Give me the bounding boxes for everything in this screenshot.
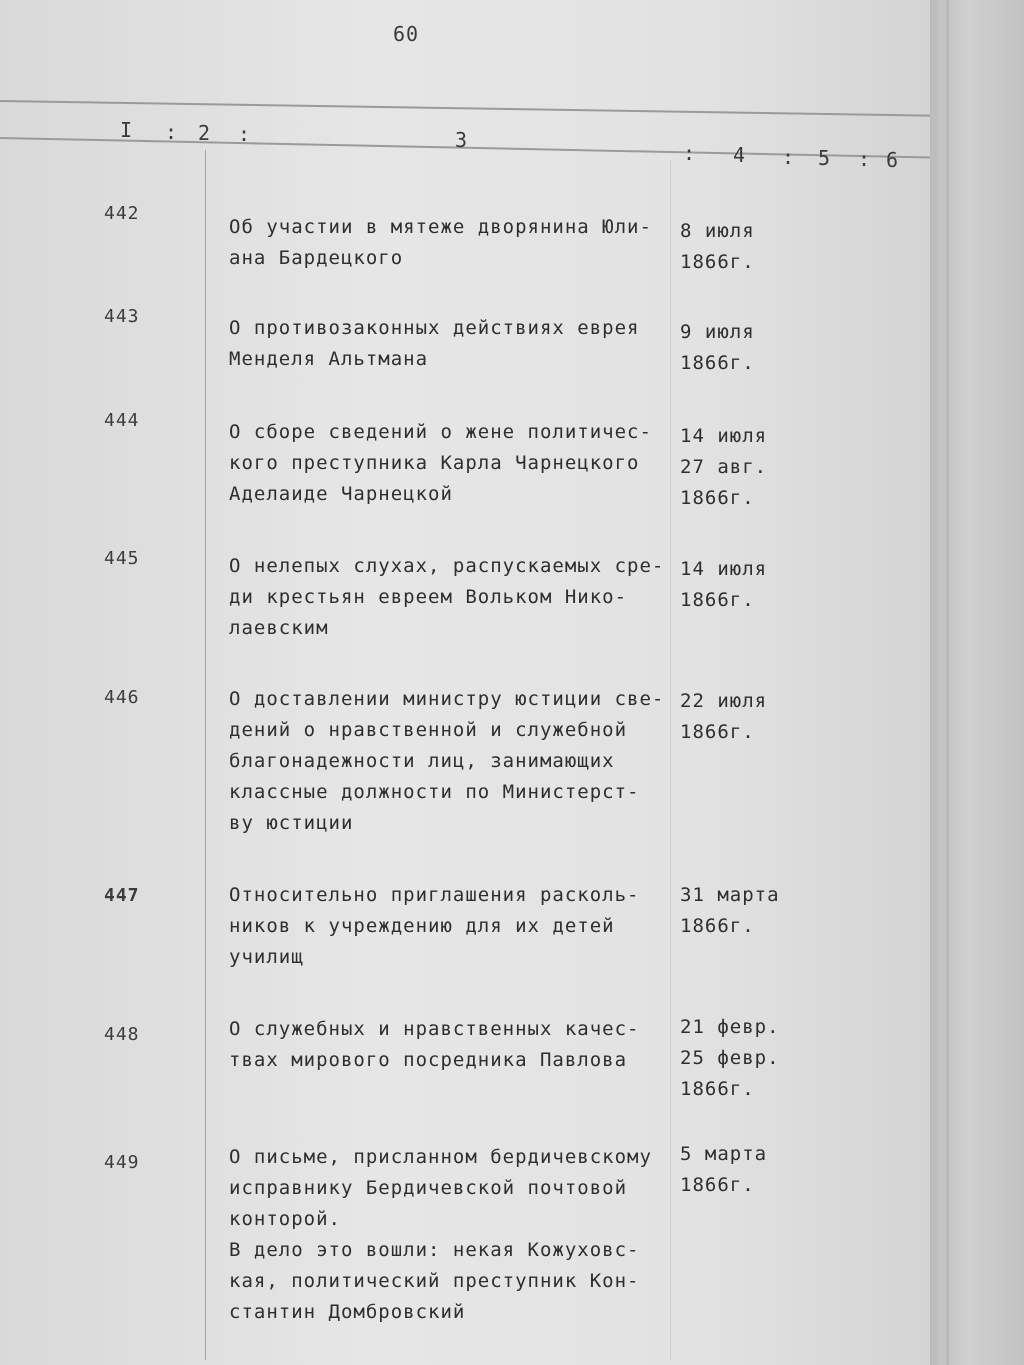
entry-description xyxy=(229,417,652,510)
entry-description-line: конторой. xyxy=(229,1208,341,1230)
entry-date-line: 1866г. xyxy=(680,251,755,273)
entry-description-line: Менделя Альтмана xyxy=(229,348,429,370)
entry-description-line: ана Бардецкого xyxy=(229,247,404,269)
entry-date xyxy=(680,1012,780,1105)
page-number: 60 xyxy=(393,22,420,46)
entry-date-line: 22 июля xyxy=(680,690,768,712)
entry-description-line: кого преступника Карла Чарнецкого xyxy=(229,452,640,474)
stacked-pages xyxy=(930,0,1024,1365)
entry-date-line: 14 июля xyxy=(680,558,768,580)
entry-description-line: О служебных и нравственных качес- xyxy=(229,1018,640,1040)
entry-description-line: О сборе сведений о жене политичес- xyxy=(229,421,652,443)
entry-description-line: стантин Домбровский xyxy=(229,1301,466,1323)
entry-description-line: О нелепых слухах, распускаемых сре- xyxy=(229,555,665,577)
entry-description-line: Об участии в мятеже дворянина Юли- xyxy=(229,216,652,238)
entry-description-line: Аделаиде Чарнецкой xyxy=(229,483,453,505)
entry-description-line: исправнику Бердичевской почтовой xyxy=(229,1177,628,1199)
entry-date-line: 1866г. xyxy=(680,721,755,743)
entry-number: 442 xyxy=(104,203,140,224)
entry-date-line: 1866г. xyxy=(680,352,755,374)
entry-date xyxy=(680,421,767,514)
entry-description-line: благонадежности лиц, занимающих xyxy=(229,750,615,772)
entry-date-line: 1866г. xyxy=(680,1174,755,1196)
entry-description-line: ву юстиции xyxy=(229,812,354,834)
entry-date-line: 5 марта xyxy=(680,1143,768,1165)
entry-date-line: 27 авг. xyxy=(680,456,768,478)
entry-description xyxy=(229,684,664,839)
column-separator: : xyxy=(683,141,697,165)
entry-number: 448 xyxy=(104,1024,140,1045)
entry-date xyxy=(680,880,780,942)
entry-date-line: 1866г. xyxy=(680,589,755,611)
entry-date xyxy=(680,1139,767,1201)
entry-date-line: 1866г. xyxy=(680,915,755,937)
column-separator: : xyxy=(858,147,872,171)
column-2-label: 2 xyxy=(198,121,212,145)
column-5-label: 5 xyxy=(818,146,832,170)
entry-description-line: классные должности по Министерст- xyxy=(229,781,640,803)
entry-description-line: ников к учреждению для их детей xyxy=(229,915,615,937)
entry-date xyxy=(680,554,767,616)
entry-description xyxy=(229,880,640,973)
column-divider xyxy=(670,160,671,1360)
page-edge xyxy=(934,0,937,1365)
entry-description-line: Относительно приглашения расколь- xyxy=(229,884,640,906)
entry-date-line: 9 июля xyxy=(680,321,755,343)
entry-number: 447 xyxy=(104,885,140,906)
column-divider xyxy=(205,150,206,1360)
entry-description-line: кая, политический преступник Кон- xyxy=(229,1270,640,1292)
column-3-label: 3 xyxy=(455,128,469,152)
entry-description xyxy=(229,551,664,644)
column-separator: : xyxy=(782,145,796,169)
entry-description-line: О письме, присланном бердичевскому xyxy=(229,1146,652,1168)
entry-date-line: 25 февр. xyxy=(680,1047,780,1069)
header-rule-top xyxy=(0,100,930,117)
entry-date xyxy=(680,216,755,278)
entry-number: 443 xyxy=(104,306,140,327)
entry-date-line: 8 июля xyxy=(680,220,755,242)
entry-date-line: 31 марта xyxy=(680,884,780,906)
entry-description-line: О доставлении министру юстиции све- xyxy=(229,688,665,710)
entry-date xyxy=(680,317,755,379)
entry-date-line: 14 июля xyxy=(680,425,768,447)
column-4-label: 4 xyxy=(733,143,747,167)
entry-description-line: лаевским xyxy=(229,617,329,639)
entry-date-line: 21 февр. xyxy=(680,1016,780,1038)
entry-description-line: дений о нравственной и служебной xyxy=(229,719,628,741)
entry-date-line: 1866г. xyxy=(680,487,755,509)
entry-description-line: В дело это вошли: некая Кожуховс- xyxy=(229,1239,640,1261)
column-1-label: I xyxy=(120,118,134,142)
column-separator: : xyxy=(238,122,252,146)
entry-number: 446 xyxy=(104,687,140,708)
entry-description-line: ди крестьян евреем Вольком Нико- xyxy=(229,586,628,608)
entry-date xyxy=(680,686,767,748)
entry-number: 445 xyxy=(104,548,140,569)
entry-description xyxy=(229,1014,640,1076)
entry-description xyxy=(229,313,640,375)
page-edge xyxy=(946,0,949,1365)
column-separator: : xyxy=(165,120,179,144)
entry-date-line: 1866г. xyxy=(680,1078,755,1100)
entry-description-line: твах мирового посредника Павлова xyxy=(229,1049,628,1071)
page-edge xyxy=(940,0,943,1365)
entry-number: 444 xyxy=(104,410,140,431)
entry-description-line: О противозаконных действиях еврея xyxy=(229,317,640,339)
entry-description-line: училищ xyxy=(229,946,304,968)
entry-description xyxy=(229,1142,652,1328)
column-6-label: 6 xyxy=(886,148,900,172)
entry-number: 449 xyxy=(104,1152,140,1173)
entry-description xyxy=(229,212,652,274)
